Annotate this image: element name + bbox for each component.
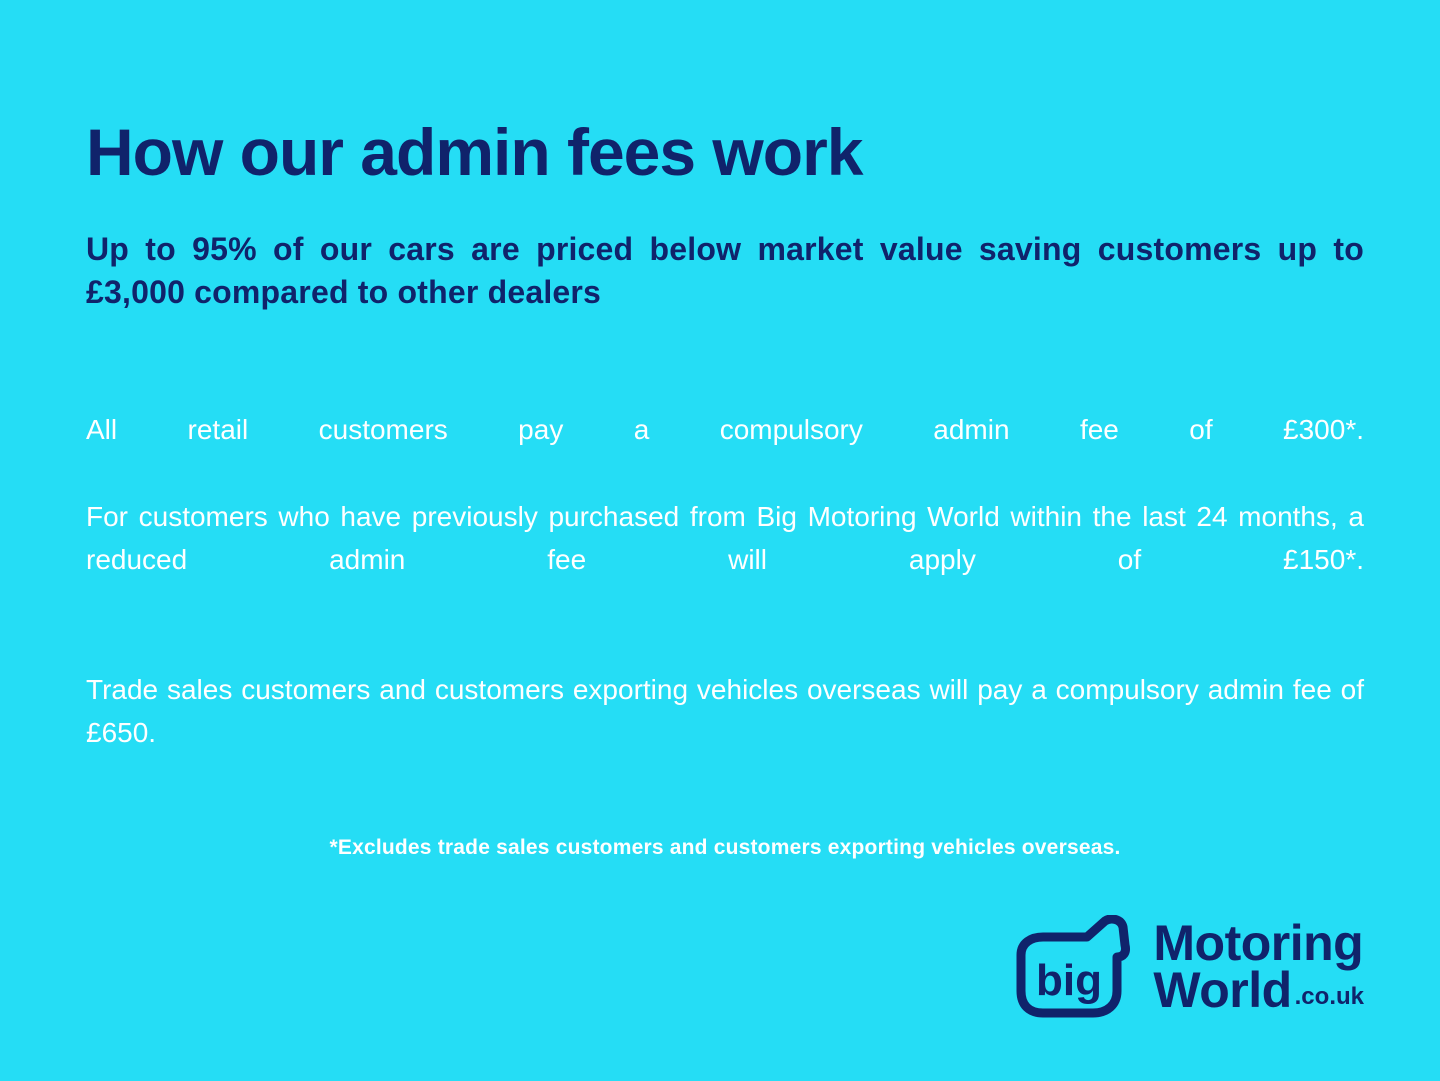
paragraph-returning-customer-fee xyxy=(86,495,1364,625)
footnote-text: *Excludes trade sales customers and customers exporting vehicles overseas. xyxy=(329,836,1121,859)
paragraph-retail-fee xyxy=(86,408,1364,495)
logo-domain-suffix: .co.uk xyxy=(1294,982,1364,1010)
subheading-text: Up to 95% of our cars are priced below market value saving customers up to £3,000 compared to other dealers xyxy=(86,231,1364,311)
logo-line-2: World xyxy=(1153,962,1292,1018)
logo-line-1: Motoring xyxy=(1153,914,1364,971)
paragraph-text: Trade sales customers and customers exporting vehicles overseas will pay a compulsory admin fee of £650. xyxy=(86,674,1364,749)
logo-line-2-row xyxy=(1153,962,1364,1018)
svg-text:big: big xyxy=(1036,956,1103,1005)
logo-wordmark xyxy=(1153,914,1364,1018)
paragraph-text: All retail customers pay a compulsory admin fee of £300*. xyxy=(86,414,1364,445)
big-motoring-world-logo xyxy=(1013,915,1364,1019)
page-title: How our admin fees work xyxy=(86,115,863,189)
big-logo-mark-icon xyxy=(1013,915,1139,1019)
paragraph-trade-export-fee xyxy=(86,668,1364,798)
paragraph-text: For customers who have previously purchased from Big Motoring World within the last 24 months, a reduced admin fee will apply of £150*. xyxy=(86,501,1364,576)
